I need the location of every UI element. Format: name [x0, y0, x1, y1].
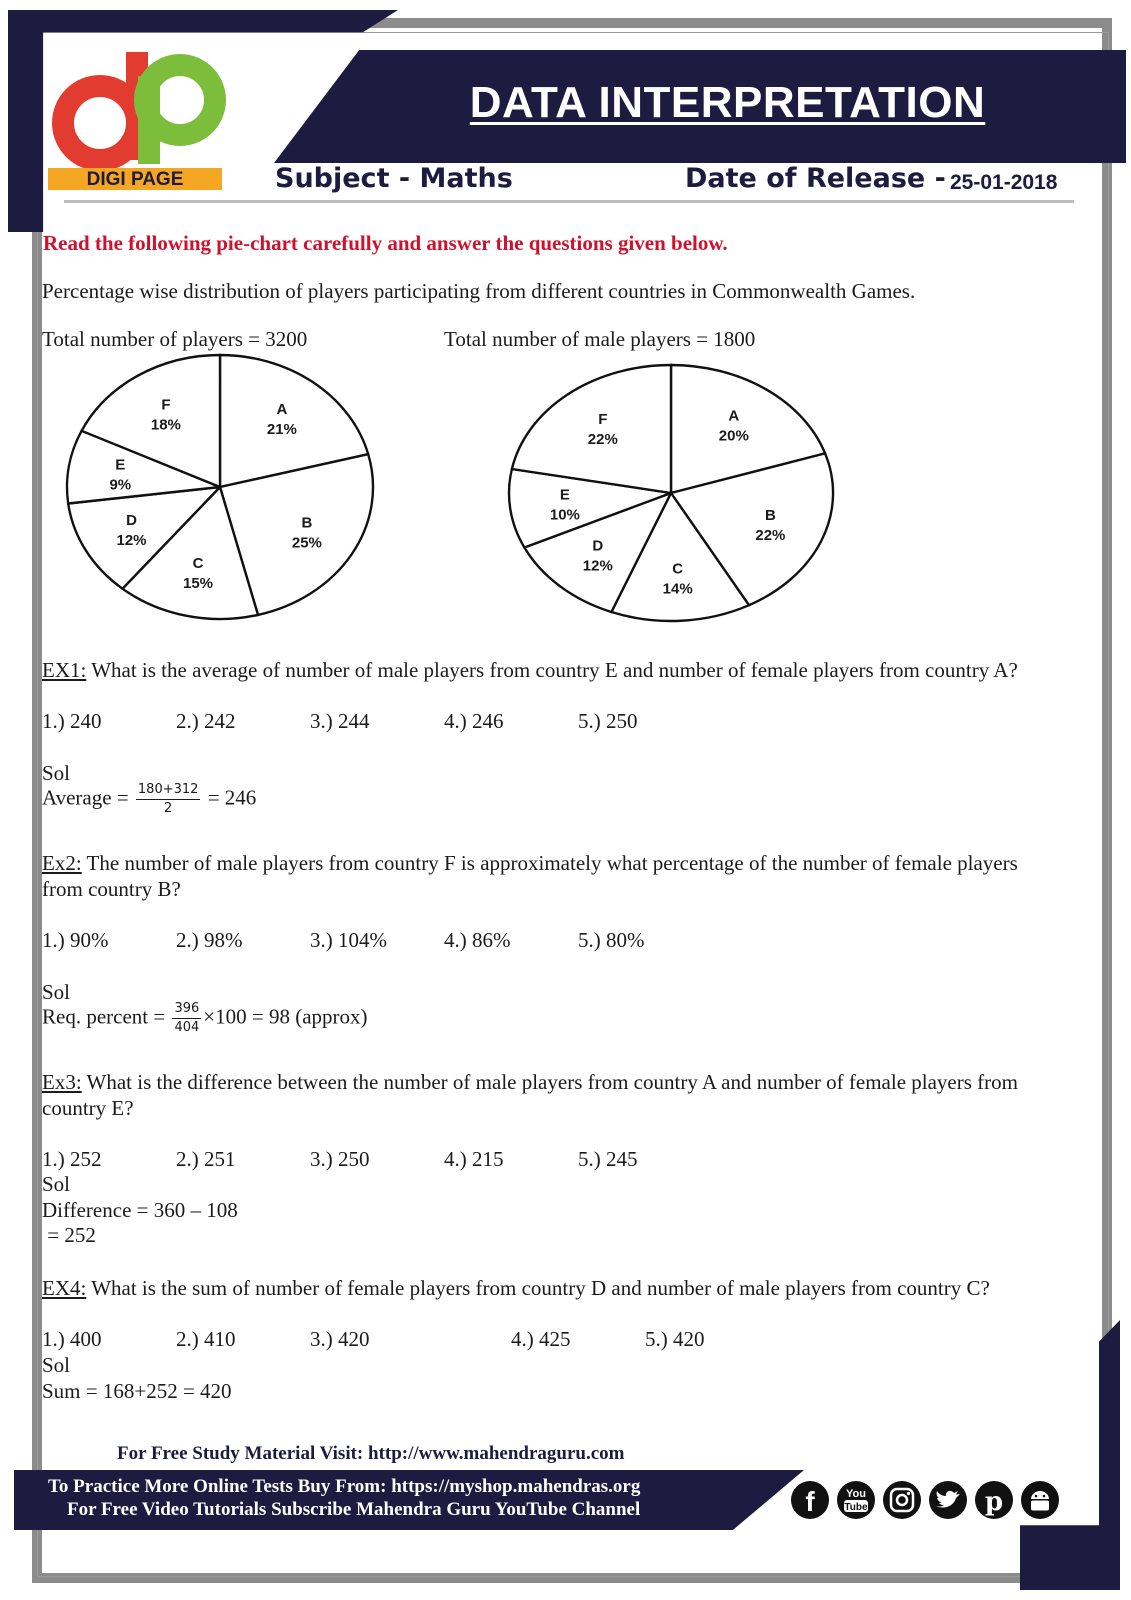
q1-option-3[interactable]: 3.) 244 [310, 709, 370, 733]
pie-value-b: 22% [755, 527, 786, 545]
q4-option-5[interactable]: 5.) 420 [645, 1327, 705, 1351]
pie-chart-male-players [505, 360, 845, 625]
q2-fraction-numerator: 396 [172, 1002, 201, 1019]
pie-label-f: F [598, 410, 608, 428]
subject-label: Subject - Maths [275, 163, 513, 194]
question-1-label: EX1: [42, 658, 87, 682]
pie-value-f: 22% [587, 430, 618, 448]
question-4-text: What is the sum of number of female players from country D and number of male players from country C? [86, 1276, 990, 1300]
q1-solution [42, 783, 256, 817]
pie-value-f: 18% [150, 416, 181, 434]
q2-option-4[interactable]: 4.) 86% [444, 928, 511, 952]
pie-label-e: E [115, 456, 126, 474]
pie-label-d: D [126, 512, 137, 529]
pie-label-e: E [559, 486, 570, 504]
q3-solution-label: Sol [42, 1172, 71, 1196]
pie-value-a: 20% [718, 427, 749, 445]
q1-option-5[interactable]: 5.) 250 [578, 709, 638, 733]
q3-option-1[interactable]: 1.) 252 [42, 1147, 102, 1171]
question-3-text-line-2: country E? [42, 1096, 134, 1120]
pie-value-e: 10% [549, 506, 580, 524]
pie-label-a: A [728, 407, 740, 425]
q2-fraction [172, 1002, 201, 1036]
q3-solution-line-2: = 252 [42, 1223, 96, 1247]
pie-slice-f [512, 365, 671, 493]
q1-solution-prefix: Average = [42, 785, 129, 810]
q3-solution-line-1: Difference = 360 – 108 [42, 1198, 238, 1222]
youtube-icon[interactable] [837, 1481, 875, 1519]
instagram-icon[interactable] [883, 1481, 921, 1519]
q4-option-2[interactable]: 2.) 410 [176, 1327, 236, 1351]
pie-value-d: 12% [116, 532, 147, 549]
pie-value-c: 15% [182, 575, 214, 592]
practice-tests-link[interactable]: To Practice More Online Tests Buy From: https://myshop.mahendras.org [48, 1476, 641, 1497]
pie-value-c: 14% [662, 580, 693, 598]
pie-value-b: 25% [291, 534, 322, 552]
pie-value-a: 21% [266, 421, 297, 439]
q3-option-3[interactable]: 3.) 250 [310, 1147, 370, 1171]
chart-description: Percentage wise distribution of players participating from different countries in Commonwealth Games. [42, 279, 916, 303]
q3-option-5[interactable]: 5.) 245 [578, 1147, 638, 1171]
digi-page-logo[interactable] [45, 38, 235, 198]
q2-solution-suffix: ×100 = 98 (approx) [203, 1004, 368, 1029]
twitter-icon[interactable] [929, 1481, 967, 1519]
question-3 [42, 1070, 1018, 1095]
q4-option-3[interactable]: 3.) 420 [310, 1327, 370, 1351]
q2-option-5[interactable]: 5.) 80% [578, 928, 645, 952]
q3-option-4[interactable]: 4.) 215 [444, 1147, 504, 1171]
study-material-link[interactable]: For Free Study Material Visit: http://www.mahendraguru.com [117, 1443, 625, 1464]
chart-1-title: Total number of players = 3200 [42, 327, 308, 351]
svg-text:f: f [805, 1486, 815, 1517]
pie-label-f: F [161, 396, 171, 414]
svg-text:p: p [984, 1487, 1004, 1517]
question-2-text-line-2: from country B? [42, 877, 181, 901]
q1-fraction-denominator: 2 [164, 801, 173, 817]
instruction-text: Read the following pie-chart carefully and answer the questions given below. [43, 231, 728, 255]
question-1 [42, 658, 1018, 683]
header-divider [64, 200, 1074, 203]
q4-option-1[interactable]: 1.) 400 [42, 1327, 102, 1351]
question-2 [42, 851, 1018, 876]
q2-solution-prefix: Req. percent = [42, 1004, 166, 1029]
q1-solution-suffix: = 246 [207, 785, 257, 810]
question-2-text: The number of male players from country F is approximately what percentage of the number of female players [81, 851, 1018, 875]
q1-option-2[interactable]: 2.) 242 [176, 709, 236, 733]
question-4 [42, 1276, 990, 1301]
q1-fraction-numerator: 180+312 [136, 783, 201, 800]
chart-2-title: Total number of male players = 1800 [444, 327, 756, 351]
q2-option-1[interactable]: 1.) 90% [42, 928, 109, 952]
question-3-label: Ex3: [42, 1070, 82, 1094]
pie-chart-total-players [62, 350, 382, 625]
question-2-label: Ex2: [42, 851, 82, 875]
q1-option-1[interactable]: 1.) 240 [42, 709, 102, 733]
q3-option-2[interactable]: 2.) 251 [176, 1147, 236, 1171]
pie-label-d: D [592, 537, 604, 555]
q2-fraction-denominator: 404 [174, 1020, 200, 1036]
pie-label-a: A [276, 401, 288, 419]
release-date-label: Date of Release - [685, 163, 946, 194]
pinterest-icon[interactable] [975, 1481, 1013, 1519]
q2-option-3[interactable]: 3.) 104% [310, 928, 387, 952]
facebook-icon[interactable] [791, 1481, 829, 1519]
android-icon[interactable] [1021, 1481, 1059, 1519]
q2-solution-label: Sol [42, 980, 71, 1004]
q1-fraction [136, 783, 201, 817]
question-4-label: EX4: [42, 1276, 87, 1300]
svg-text:You: You [846, 1488, 866, 1500]
question-1-text: What is the average of number of male players from country E and number of female players from country A? [86, 658, 1018, 682]
svg-text:Tube: Tube [844, 1502, 868, 1513]
pie-value-d: 12% [582, 557, 613, 575]
question-3-text: What is the difference between the number of male players from country A and number of female players from [81, 1070, 1018, 1094]
logo-brand-text: DIGI PAGE [86, 169, 184, 190]
release-date: 25-01-2018 [950, 171, 1058, 194]
pie-label-b: B [301, 514, 313, 532]
q2-option-2[interactable]: 2.) 98% [176, 928, 243, 952]
pie-label-c: C [672, 560, 684, 578]
q4-solution-label: Sol [42, 1353, 71, 1377]
q4-solution-line-1: Sum = 168+252 = 420 [42, 1379, 232, 1403]
pie-label-b: B [764, 507, 776, 525]
page-title: DATA INTERPRETATION [469, 78, 986, 127]
pie-label-c: C [192, 555, 204, 572]
pie-value-e: 9% [109, 476, 132, 494]
q2-solution [42, 1002, 368, 1036]
q1-solution-label: Sol [42, 761, 71, 785]
q1-option-4[interactable]: 4.) 246 [444, 709, 504, 733]
youtube-subscribe-text: For Free Video Tutorials Subscribe Mahendra Guru YouTube Channel [67, 1499, 641, 1520]
q4-option-4[interactable]: 4.) 425 [511, 1327, 571, 1351]
social-icons [790, 1478, 1070, 1522]
